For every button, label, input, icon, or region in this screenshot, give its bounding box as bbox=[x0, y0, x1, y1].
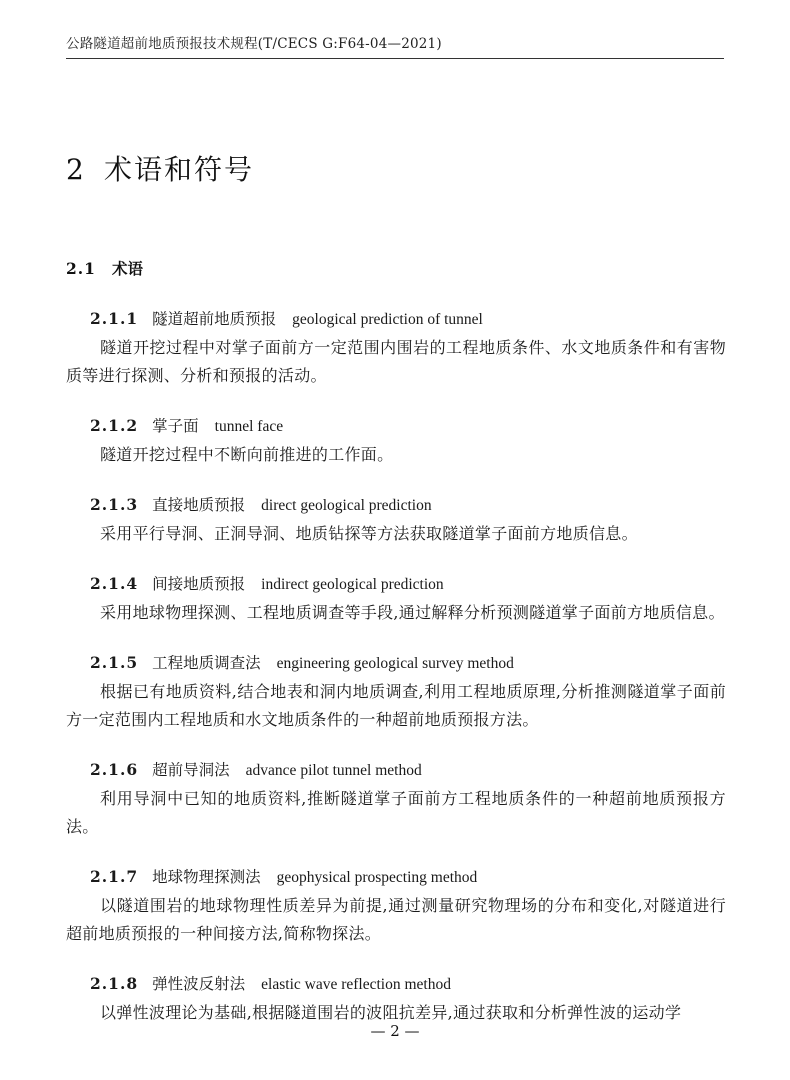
term-heading bbox=[66, 491, 726, 520]
term-entry bbox=[66, 412, 726, 469]
term-chinese-name: 地球物理探测法 bbox=[152, 868, 261, 886]
term-chinese-name: 隧道超前地质预报 bbox=[152, 310, 277, 328]
term-english-name: engineering geological survey method bbox=[276, 655, 514, 672]
term-heading bbox=[66, 412, 726, 441]
term-definition: 采用地球物理探测、工程地质调查等手段,通过解释分析预测隧道掌子面前方地质信息。 bbox=[100, 603, 725, 622]
term-english-name: elastic wave reflection method bbox=[261, 976, 451, 993]
running-header: 公路隧道超前地质预报技术规程(T/CECS G:F64-04—2021) bbox=[66, 36, 442, 52]
chapter-number: 2 bbox=[66, 153, 86, 186]
terms-list bbox=[66, 305, 726, 1049]
term-number: 2.1.2 bbox=[90, 416, 139, 435]
term-definition: 采用平行导洞、正洞导洞、地质钻探等方法获取隧道掌子面前方地质信息。 bbox=[100, 524, 638, 543]
header-rule bbox=[66, 58, 724, 59]
term-heading bbox=[66, 570, 726, 599]
chapter-title bbox=[66, 148, 254, 188]
term-entry bbox=[66, 970, 726, 1027]
section-number: 2.1 bbox=[66, 259, 96, 278]
term-english-name: indirect geological prediction bbox=[261, 576, 444, 593]
term-definition: 以弹性波理论为基础,根据隧道围岩的波阻抗差异,通过获取和分析弹性波的运动学 bbox=[100, 1003, 682, 1022]
term-english-name: tunnel face bbox=[214, 418, 284, 435]
term-english-name: geological prediction of tunnel bbox=[292, 311, 483, 328]
term-definition: 隧道开挖过程中不断向前推进的工作面。 bbox=[100, 445, 394, 464]
term-number: 2.1.5 bbox=[90, 653, 139, 672]
term-heading bbox=[66, 649, 726, 678]
term-entry bbox=[66, 863, 726, 948]
term-english-name: direct geological prediction bbox=[261, 497, 432, 514]
term-heading bbox=[66, 305, 726, 334]
term-number: 2.1.7 bbox=[90, 867, 139, 886]
term-number: 2.1.3 bbox=[90, 495, 139, 514]
term-chinese-name: 直接地质预报 bbox=[152, 496, 246, 514]
term-chinese-name: 工程地质调查法 bbox=[152, 654, 261, 672]
section-title-text: 术语 bbox=[112, 259, 144, 278]
term-english-name: geophysical prospecting method bbox=[276, 869, 478, 886]
term-entry bbox=[66, 305, 726, 390]
term-number: 2.1.1 bbox=[90, 309, 139, 328]
term-entry bbox=[66, 649, 726, 734]
term-english-name: advance pilot tunnel method bbox=[245, 762, 422, 779]
term-chinese-name: 掌子面 bbox=[152, 417, 199, 435]
term-chinese-name: 超前导洞法 bbox=[152, 761, 230, 779]
term-definition: 以隧道围岩的地球物理性质差异为前提,通过测量研究物理场的分布和变化,对隧道进行超前地质预报的一种间接方法,简称物探法。 bbox=[66, 896, 726, 943]
term-definition: 利用导洞中已知的地质资料,推断隧道掌子面前方工程地质条件的一种超前地质预报方法。 bbox=[66, 789, 726, 836]
term-entry bbox=[66, 491, 726, 548]
term-number: 2.1.8 bbox=[90, 974, 139, 993]
term-number: 2.1.6 bbox=[90, 760, 139, 779]
term-definition: 根据已有地质资料,结合地表和洞内地质调查,利用工程地质原理,分析推测隧道掌子面前方一定范围内工程地质和水文地质条件的一种超前地质预报方法。 bbox=[66, 682, 726, 729]
section-title bbox=[66, 257, 143, 279]
chapter-title-text: 术语和符号 bbox=[104, 153, 255, 186]
term-heading bbox=[66, 970, 726, 999]
term-heading bbox=[66, 863, 726, 892]
term-definition: 隧道开挖过程中对掌子面前方一定范围内围岩的工程地质条件、水文地质条件和有害物质等进行探测、分析和预报的活动。 bbox=[66, 338, 726, 385]
term-entry bbox=[66, 570, 726, 627]
term-chinese-name: 间接地质预报 bbox=[152, 575, 246, 593]
term-chinese-name: 弹性波反射法 bbox=[152, 975, 246, 993]
page-number: — 2 — bbox=[370, 1022, 420, 1040]
term-entry bbox=[66, 756, 726, 841]
term-heading bbox=[66, 756, 726, 785]
term-number: 2.1.4 bbox=[90, 574, 139, 593]
